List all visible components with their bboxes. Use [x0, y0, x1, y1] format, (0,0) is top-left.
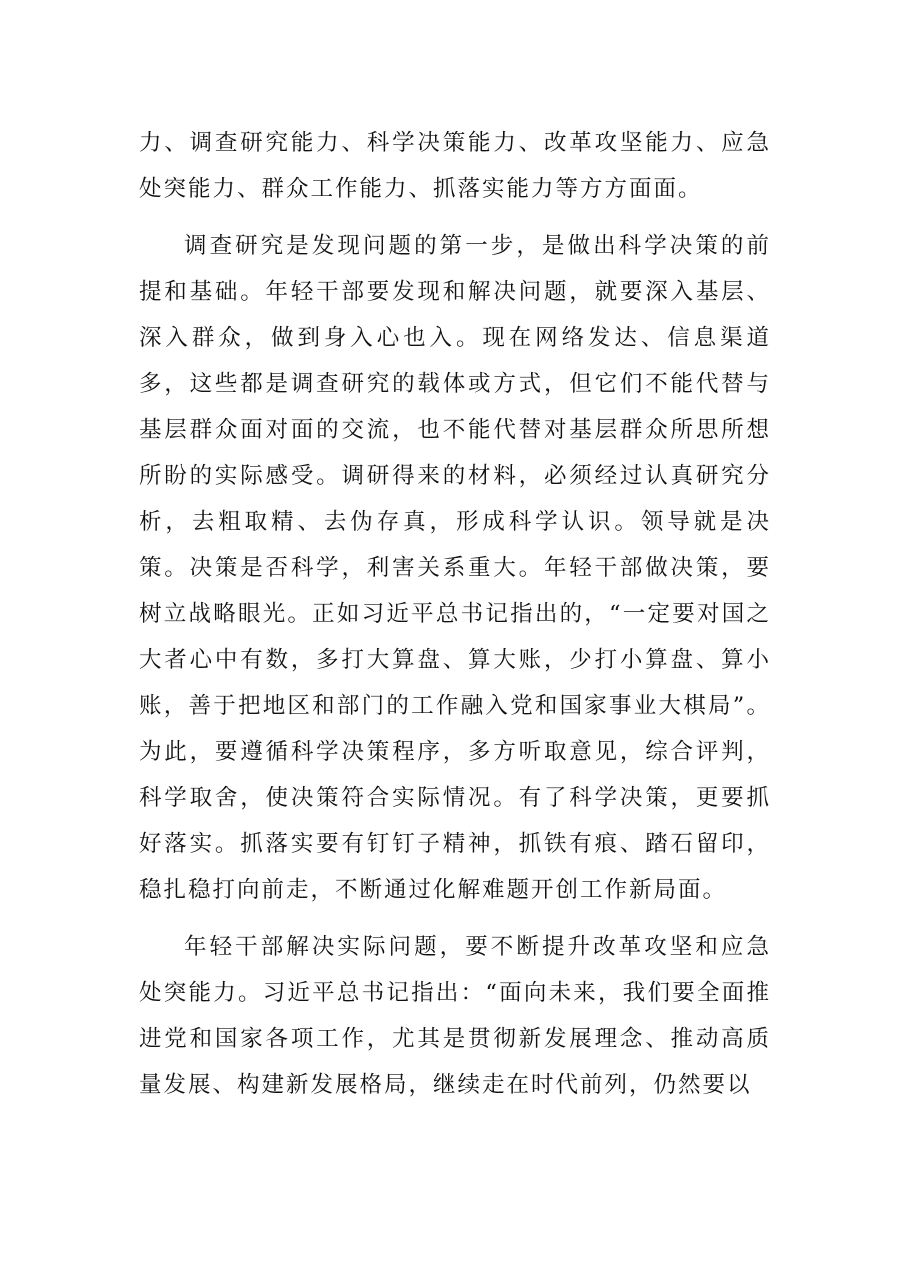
document-body [139, 120, 771, 1119]
paragraph-continuation: 力、调查研究能力、科学决策能力、改革攻坚能力、应急处突能力、群众工作能力、抓落实能力等方方面面。 [139, 130, 771, 202]
paragraph-research-decision: 调查研究是发现问题的第一步，是做出科学决策的前提和基础。年轻干部要发现和解决问题，就要深入基层、深入群众，做到身入心也入。现在网络发达、信息渠道多，这些都是调查研究的载体或方式，但它们不能代替与基层群众面对面的交流，也不能代替对基层群众所思所想所盼的实际感受。调研得来的材料，必须经过认真研究分析，去粗取精、去伪存真，形成科学认识。领导就是决策。决策是否科学，利害关系重大。年轻干部做决策，要树立战略眼光。正如习近平总书记指出的，“一定要对国之大者心中有数，多打大算盘、算大账，少打小算盘、算小账，善于把地区和部门的工作融入党和国家事业大棋局”。为此，要遵循科学决策程序，多方听取意见，综合评判，科学取舍，使决策符合实际情况。有了科学决策，更要抓好落实。抓落实要有钉钉子精神，抓铁有痕、踏石留印，稳扎稳打向前走，不断通过化解难题开创工作新局面。 [139, 233, 771, 903]
paragraph-reform-emergency: 年轻干部解决实际问题，要不断提升改革攻坚和应急处突能力。习近平总书记指出：“面向未来，我们要全面推进党和国家各项工作，尤其是贯彻新发展理念、推动高质量发展、构建新发展格局，继续走在时代前列，仍然要以 [139, 934, 771, 1098]
